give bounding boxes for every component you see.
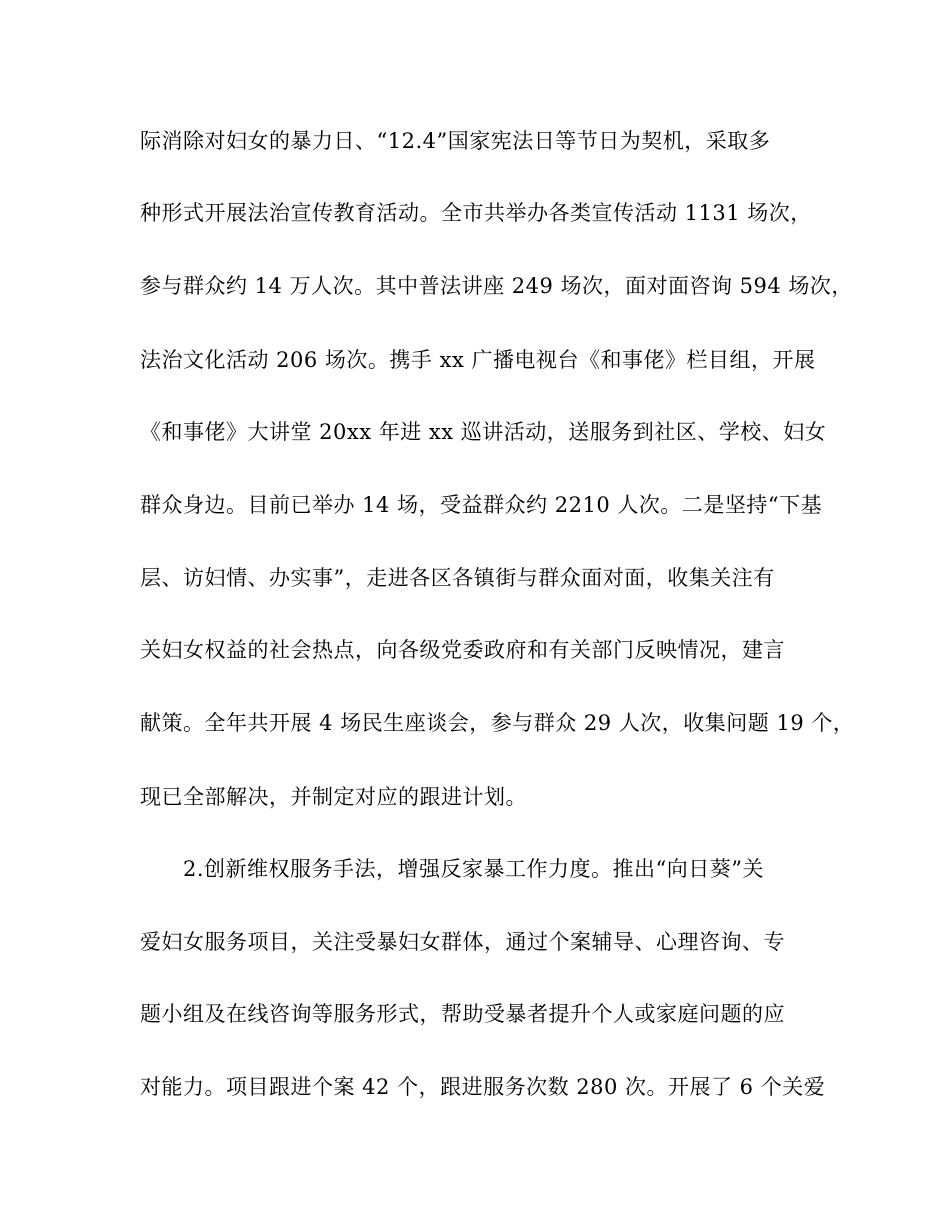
text-line: 爱妇女服务项目，关注受暴妇女群体，通过个案辅导、心理咨询、专 [140, 930, 785, 954]
text-line: 对能力。项目跟进个案 42 个，跟进服务次数 280 次。开展了 6 个关爱 [140, 1075, 826, 1099]
text-line: 关妇女权益的社会热点，向各级党委政府和有关部门反映情况，建言 [140, 638, 785, 662]
text-line: 层、访妇情、办实事”，走进各区各镇街与群众面对面，收集关注有 [140, 566, 775, 590]
text-line: 献策。全年共开展 4 场民生座谈会，参与群众 29 人次，收集问题 19 个， [140, 711, 855, 735]
text-line: 群众身边。目前已举办 14 场，受益群众约 2210 人次。二是坚持“下基 [140, 493, 823, 517]
text-line: 《和事佬》大讲堂 20xx 年进 xx 巡讲活动，送服务到社区、学校、妇女 [140, 420, 827, 444]
paragraph-start-line: 2.创新维权服务手法，增强反家暴工作力度。推出“向日葵”关 [183, 857, 765, 881]
text-line: 际消除对妇女的暴力日、“12.4”国家宪法日等节日为契机，采取多 [140, 129, 771, 153]
text-line: 种形式开展法治宣传教育活动。全市共举办各类宣传活动 1131 场次， [140, 201, 812, 225]
text-line: 参与群众约 14 万人次。其中普法讲座 249 场次，面对面咨询 594 场次， [140, 274, 853, 298]
text-line: 题小组及在线咨询等服务形式，帮助受暴者提升个人或家庭问题的应 [140, 1002, 785, 1026]
text-line: 现已全部解决，并制定对应的跟进计划。 [140, 785, 527, 809]
text-line: 法治文化活动 206 场次。携手 xx 广播电视台《和事佬》栏目组，开展 [140, 348, 816, 372]
